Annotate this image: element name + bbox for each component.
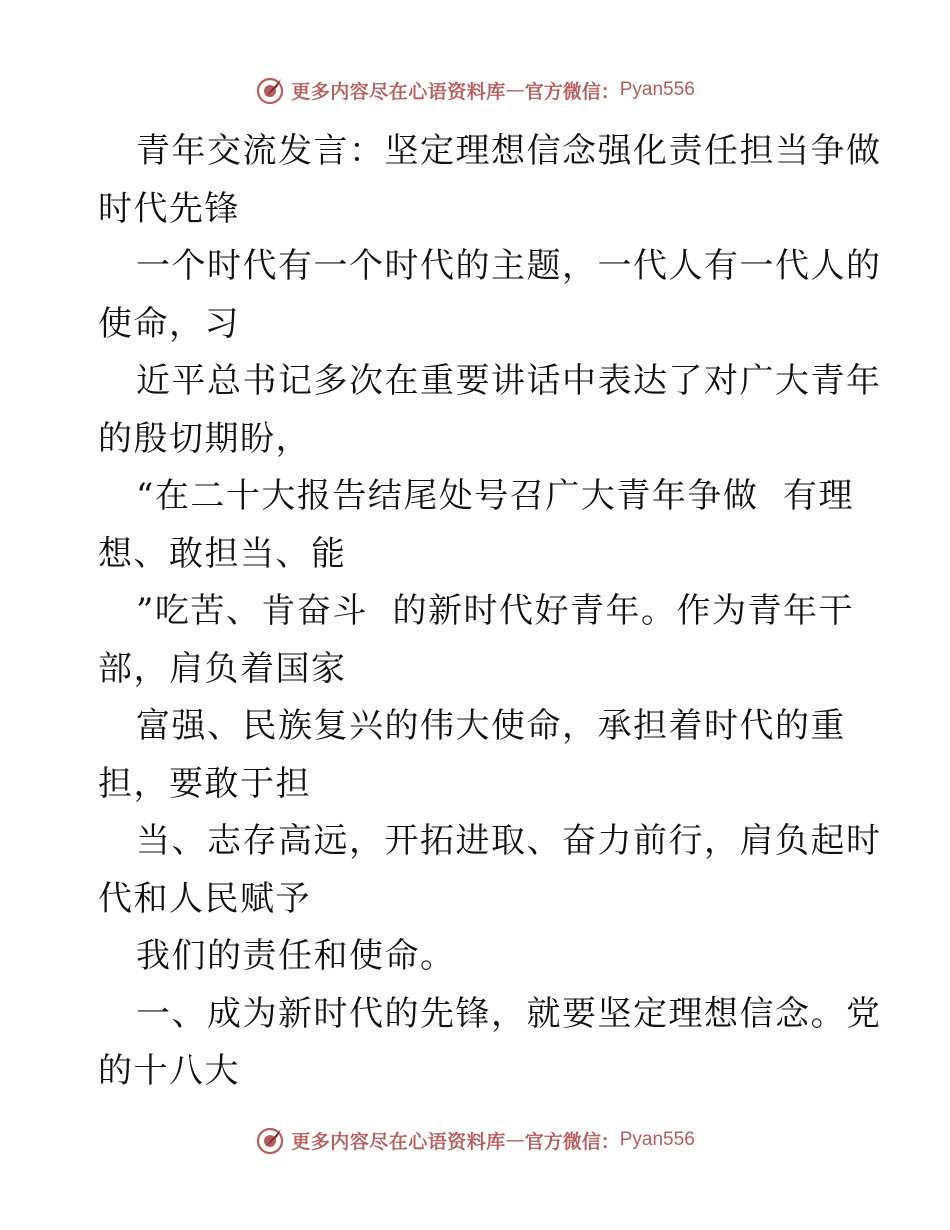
watermark-wechat-id: Pyan556 [619, 79, 695, 100]
text-line: 代和人民赋予 [98, 878, 311, 919]
text-line: 青年交流发言：坚定理想信念强化责任担当争做 [136, 131, 882, 171]
watermark-wechat-label: 官方微信： [524, 1130, 620, 1153]
watermark-separator: — [505, 1129, 525, 1151]
text-line: 当、志存高远，开拓进取、奋力前行，肩负起时 [136, 821, 882, 861]
text-line: 使命，习 [98, 303, 240, 344]
text-line: ”吃苦、肯奋斗 的新时代好青年。作为青年干 [136, 591, 854, 631]
text-line: 的十八大 [98, 1051, 240, 1091]
quill-logo-icon [255, 75, 285, 105]
footer-watermark [0, 1120, 950, 1160]
header-watermark [0, 70, 950, 110]
text-line: 担，要敢于担 [98, 763, 311, 804]
text-line: 的殷切期盼， [98, 418, 311, 459]
text-line: 我们的责任和使命。 [136, 936, 456, 976]
text-line: 想、敢担当、能 [98, 533, 347, 574]
text-line: 部，肩负着国家 [98, 648, 347, 689]
watermark-separator: — [505, 79, 525, 101]
text-line: 近平总书记多次在重要讲话中表达了对广大青年 [136, 361, 882, 401]
quill-logo-icon [255, 1125, 285, 1155]
document-body [98, 123, 882, 1101]
text-line: 时代先锋 [98, 188, 240, 229]
text-line: 一个时代有一个时代的主题，一代人有一代人的 [136, 246, 882, 286]
watermark-wechat-id: Pyan556 [619, 1129, 695, 1150]
watermark-wechat-label: 官方微信： [524, 80, 620, 103]
text-line: 一、成为新时代的先锋，就要坚定理想信念。党 [136, 993, 882, 1034]
watermark-main-text: 更多内容尽在心语资料库 [291, 80, 506, 103]
text-line: 富强、民族复兴的伟大使命，承担着时代的重 [136, 706, 846, 746]
watermark-main-text: 更多内容尽在心语资料库 [291, 1130, 506, 1153]
text-line: “在二十大报告结尾处号召广大青年争做 有理 [136, 476, 854, 516]
